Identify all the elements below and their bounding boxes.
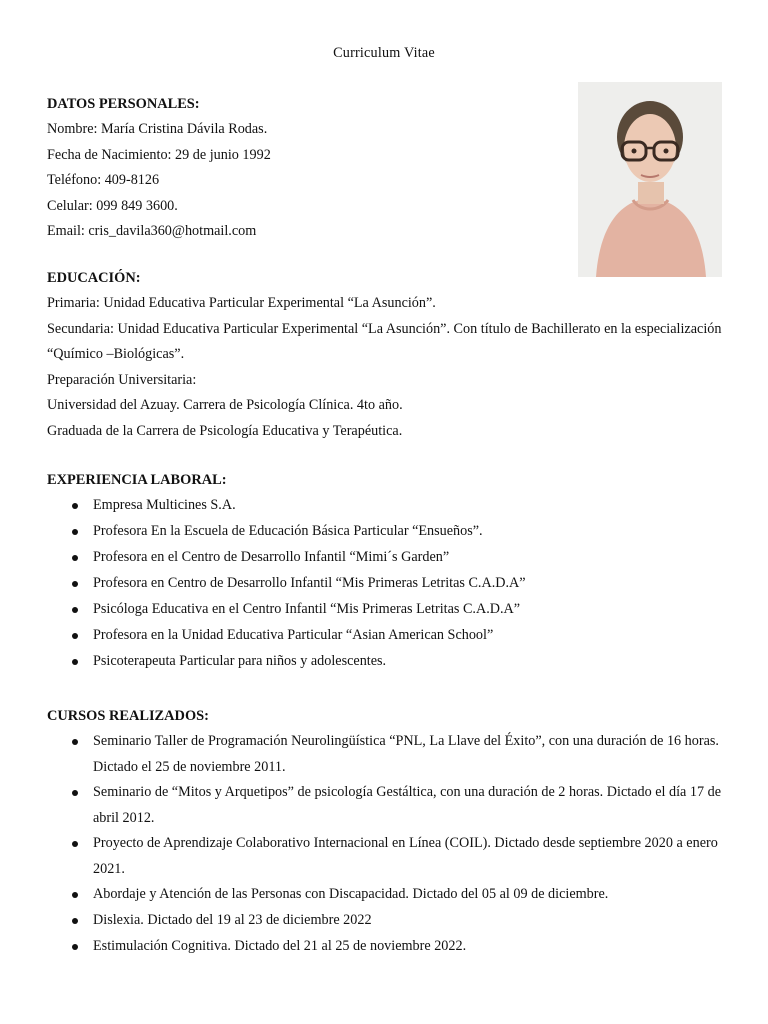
- experience-item: Psicoterapeuta Particular para niños y adolescentes.: [47, 649, 727, 675]
- courses-section: [47, 704, 727, 960]
- document-title: Curriculum Vitae: [333, 45, 435, 61]
- courses-list: [47, 729, 727, 960]
- course-item: Proyecto de Aprendizaje Colaborativo Internacional en Línea (COIL). Dictado desde septiembre 2020 a enero 2021.: [47, 831, 727, 882]
- experience-item: Empresa Multicines S.A.: [47, 493, 727, 519]
- personal-data-section: [47, 92, 727, 245]
- experience-item: Profesora en Centro de Desarrollo Infantil “Mis Primeras Letritas C.A.D.A”: [47, 571, 727, 597]
- education-graduate: Graduada de la Carrera de Psicología Educativa y Terapéutica.: [47, 422, 403, 439]
- education-secondary: Secundaria: Unidad Educativa Particular Experimental “La Asunción”. Con título de Bachillerato en la especialización “Químico –Biológicas”.: [47, 320, 722, 362]
- bullet-icon: [72, 555, 78, 561]
- personal-data-heading: DATOS PERSONALES:: [47, 96, 200, 112]
- course-item: Seminario Taller de Programación Neurolingüística “PNL, La Llave del Éxito”, con una duración de 16 horas. Dictado el 25 de noviembre 2011.: [47, 729, 727, 780]
- bullet-icon: [72, 659, 78, 665]
- bullet-icon: [72, 739, 78, 745]
- experience-item: Profesora en el Centro de Desarrollo Infantil “Mimi´s Garden”: [47, 545, 727, 571]
- experience-list: [47, 493, 727, 675]
- bullet-icon: [72, 607, 78, 613]
- education-university-label: Preparación Universitaria:: [47, 371, 197, 388]
- experience-item: Psicóloga Educativa en el Centro Infantil “Mis Primeras Letritas C.A.D.A”: [47, 597, 727, 623]
- bullet-icon: [72, 944, 78, 950]
- experience-item: Profesora En la Escuela de Educación Básica Particular “Ensueños”.: [47, 519, 727, 545]
- experience-section: [47, 468, 727, 675]
- education-heading: EDUCACIÓN:: [47, 270, 141, 286]
- bullet-icon: [72, 503, 78, 509]
- education-university: Universidad del Azuay. Carrera de Psicología Clínica. 4to año.: [47, 397, 403, 413]
- name-line: Nombre: María Cristina Dávila Rodas.: [47, 121, 268, 137]
- birthdate-line: Fecha de Nacimiento: 29 de junio 1992: [47, 146, 271, 163]
- phone-line: Teléfono: 409-8126: [47, 172, 160, 188]
- bullet-icon: [72, 633, 78, 639]
- education-primary: Primaria: Unidad Educativa Particular Experimental “La Asunción”.: [47, 295, 436, 311]
- bullet-icon: [72, 529, 78, 535]
- bullet-icon: [72, 892, 78, 898]
- mobile-line: Celular: 099 849 3600.: [47, 197, 178, 214]
- education-section: [47, 266, 727, 444]
- course-item: Abordaje y Atención de las Personas con Discapacidad. Dictado del 05 al 09 de diciembre.: [47, 882, 727, 908]
- bullet-icon: [72, 918, 78, 924]
- courses-heading: CURSOS REALIZADOS:: [47, 708, 209, 724]
- bullet-icon: [72, 581, 78, 587]
- experience-item: Profesora en la Unidad Educativa Particular “Asian American School”: [47, 623, 727, 649]
- course-item: Dislexia. Dictado del 19 al 23 de diciembre 2022: [47, 908, 727, 934]
- course-item: Seminario de “Mitos y Arquetipos” de psicología Gestáltica, con una duración de 2 horas. Dictado el día 17 de abril 2012.: [47, 780, 727, 831]
- bullet-icon: [72, 790, 78, 796]
- experience-heading: EXPERIENCIA LABORAL:: [47, 472, 227, 488]
- bullet-icon: [72, 841, 78, 847]
- email-line: Email: cris_davila360@hotmail.com: [47, 223, 257, 239]
- course-item: Estimulación Cognitiva. Dictado del 21 al 25 de noviembre 2022.: [47, 934, 727, 960]
